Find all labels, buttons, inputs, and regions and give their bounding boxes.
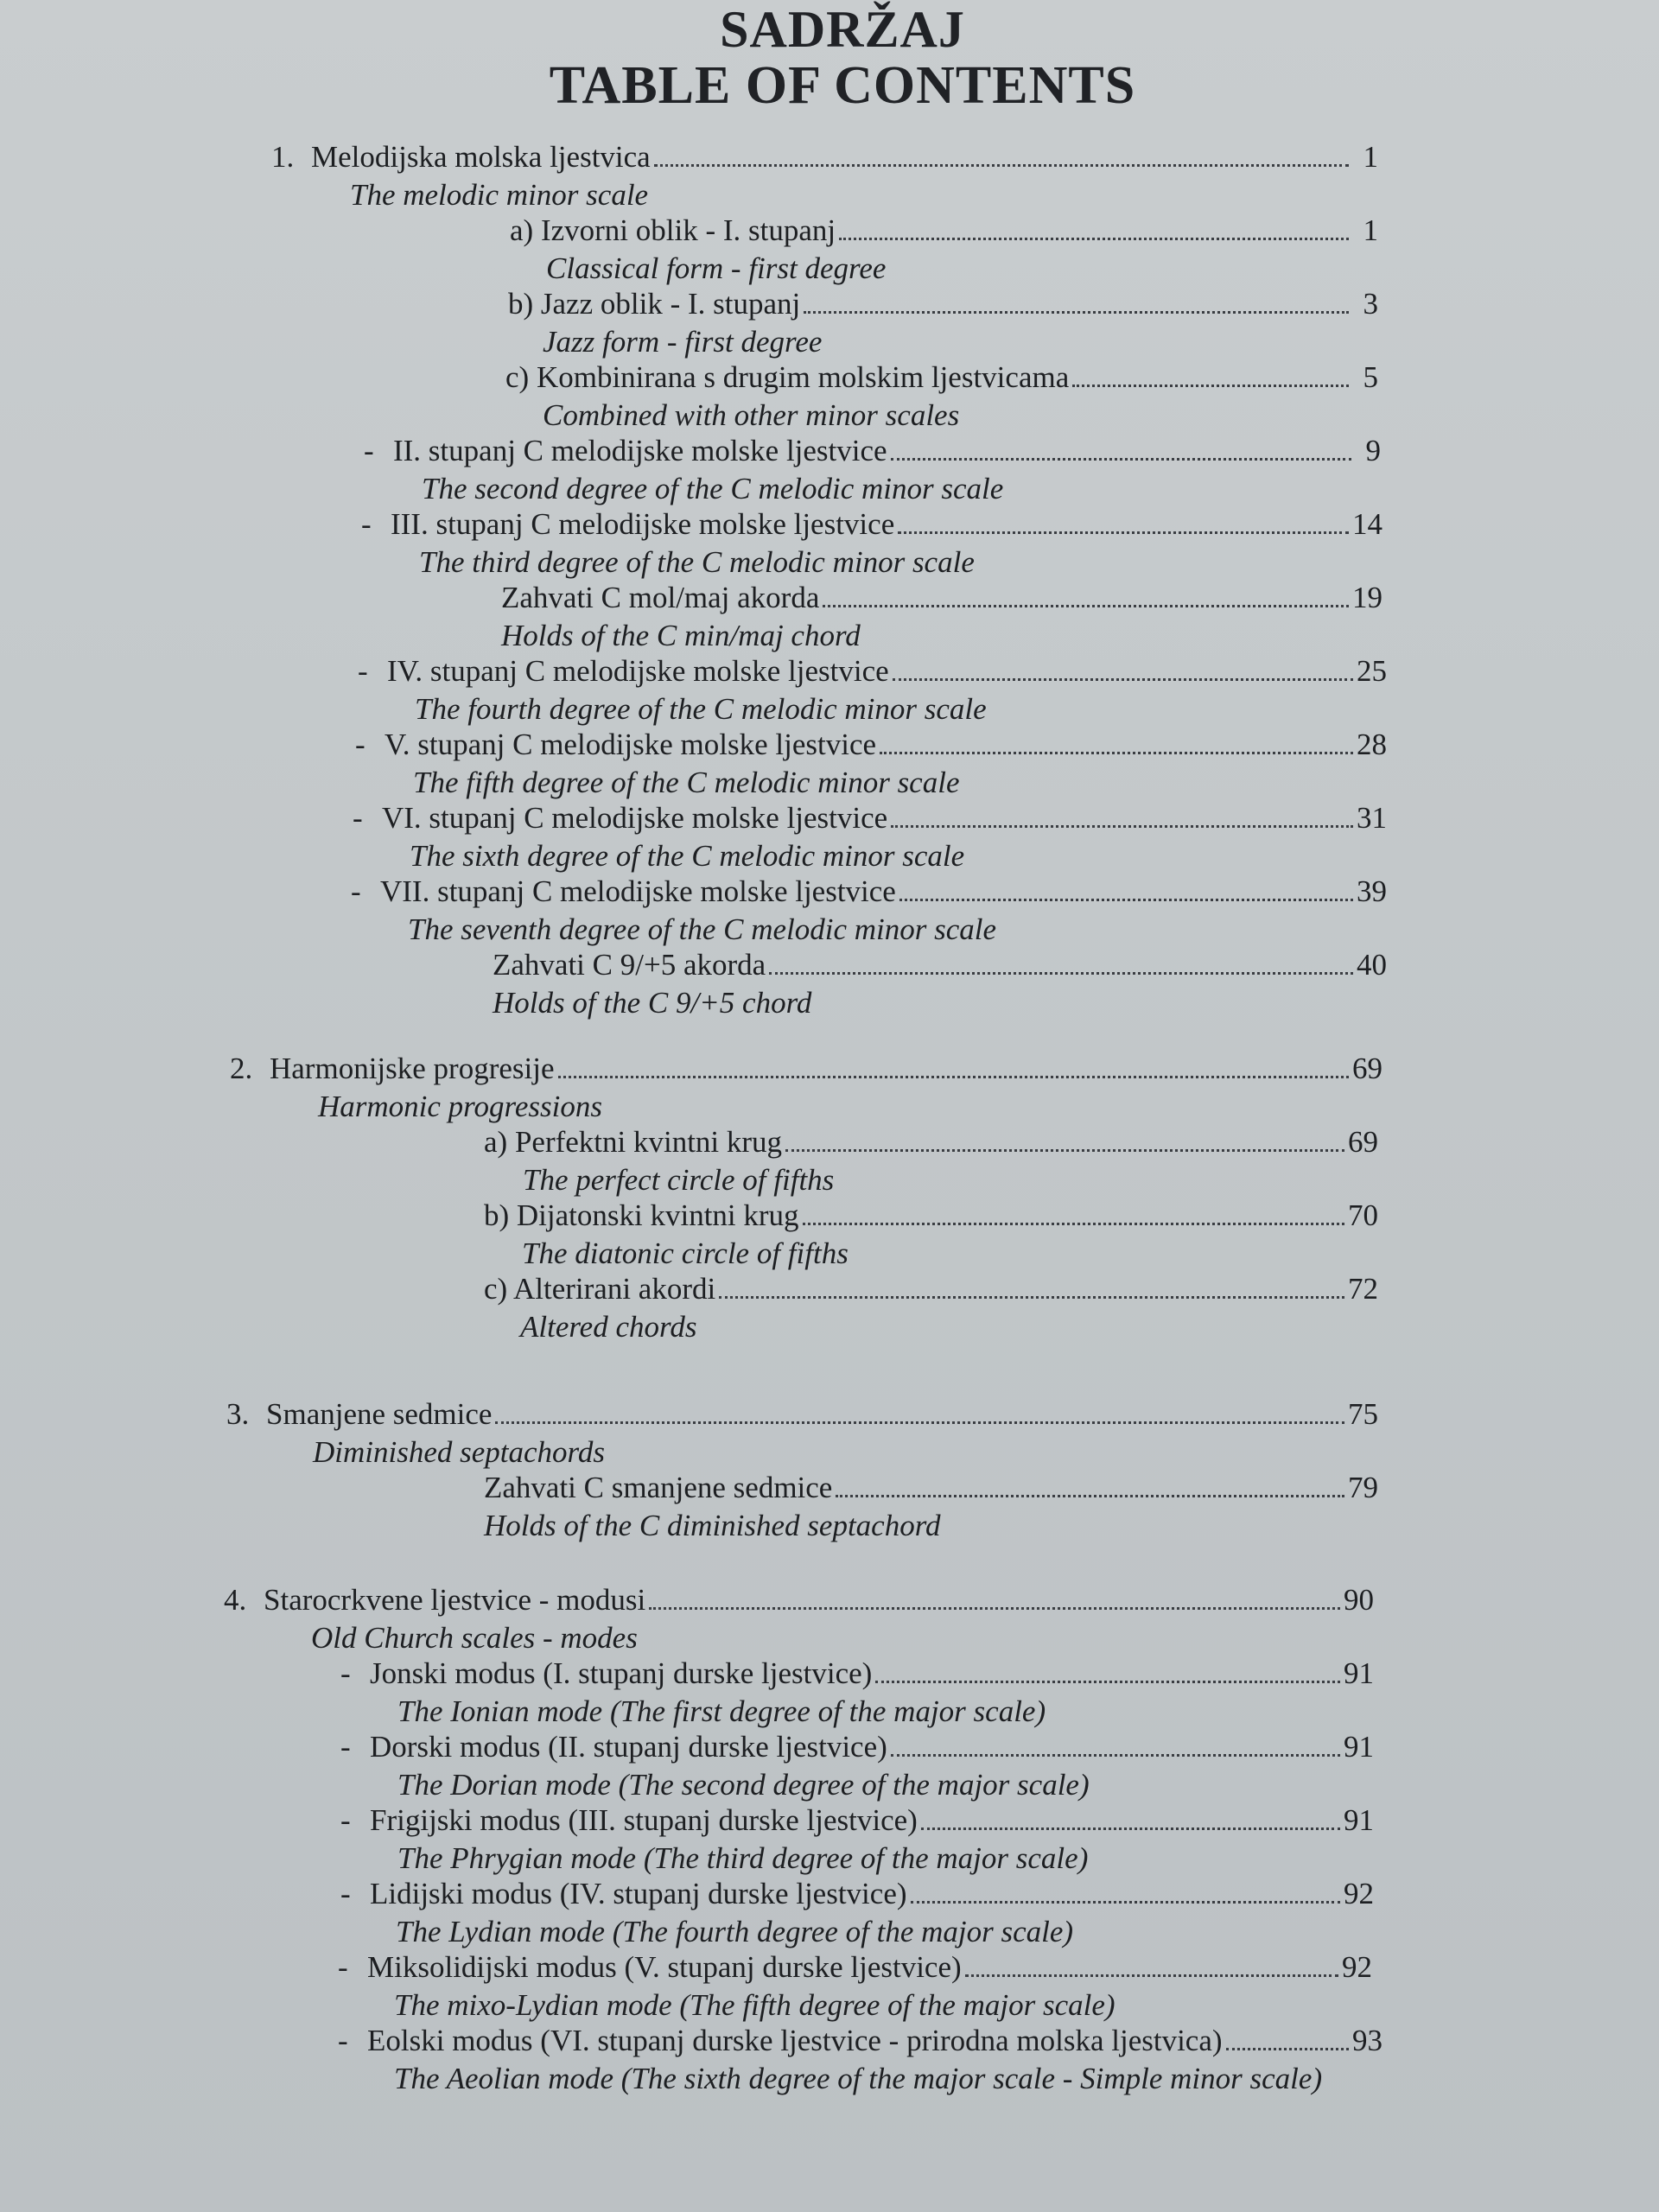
entry-title-en: Altered chords (520, 1310, 697, 1344)
toc-entry-line (358, 652, 1387, 690)
entry-page-number: 19 (1352, 581, 1382, 614)
toc-entry-line (484, 1270, 1378, 1308)
entry-title-hr: b) Dijatonski kvintni krug (484, 1198, 799, 1232)
entry-title-hr: VII. stupanj C melodijske molske ljestvice (380, 874, 896, 908)
toc-entry-line (355, 726, 1387, 764)
entry-title-hr: Eolski modus (VI. stupanj durske ljestvice - prirodna molska ljestvica) (367, 2024, 1223, 2057)
entry-title-en: The fifth degree of the C melodic minor scale (413, 766, 960, 799)
entry-page-number: 69 (1352, 1052, 1382, 1085)
dot-leader (891, 825, 1353, 828)
entry-page-number: 91 (1344, 1803, 1374, 1837)
page-heading (0, 0, 1659, 114)
entry-title-hr: a) Izvorni oblik - I. stupanj (510, 213, 836, 247)
toc-entry-line (340, 1728, 1374, 1766)
entry-page-number: 90 (1344, 1583, 1374, 1617)
entry-page-number: 5 (1363, 360, 1378, 394)
entry-dash: - (340, 1656, 351, 1690)
entry-dash: - (361, 507, 372, 541)
entry-title-en: The seventh degree of the C melodic minor scale (408, 912, 997, 946)
heading-title-en: TABLE OF CONTENTS (549, 56, 1136, 115)
toc-entry-line (338, 1948, 1372, 1986)
entry-page-number: 92 (1344, 1877, 1374, 1910)
toc-entry-line (510, 212, 1378, 250)
entry-page-number: 3 (1363, 287, 1378, 321)
toc-entry-line (353, 799, 1387, 837)
entry-page-number: 93 (1352, 2024, 1382, 2057)
dot-leader (880, 752, 1353, 754)
toc-entry-line (340, 1875, 1374, 1913)
entry-page-number: 75 (1348, 1397, 1378, 1431)
entry-dash: - (355, 728, 365, 761)
dot-leader (891, 1754, 1340, 1757)
dot-leader (891, 458, 1351, 461)
entry-title-en: The diatonic circle of fifths (522, 1236, 849, 1270)
dot-leader (965, 1974, 1338, 1977)
toc-entry-line (484, 1197, 1378, 1235)
entry-dash: - (338, 1950, 348, 1984)
entry-title-hr: Starocrkvene ljestvice - modusi (264, 1583, 646, 1617)
entry-dash: - (353, 801, 363, 835)
dot-leader (803, 1223, 1344, 1225)
entry-title-hr: II. stupanj C melodijske molske ljestvice (393, 434, 887, 467)
dot-leader (804, 311, 1349, 314)
entry-title-hr: Dorski modus (II. stupanj durske ljestvice) (370, 1730, 887, 1764)
entry-title-en: Combined with other minor scales (543, 398, 960, 432)
entry-title-hr: c) Kombinirana s drugim molskim ljestvicama (505, 360, 1070, 394)
entry-page-number: 70 (1348, 1198, 1378, 1232)
entry-title-en: The Lydian mode (The fourth degree of the major scale) (396, 1915, 1074, 1948)
entry-page-number: 1 (1363, 213, 1378, 247)
entry-dash: - (351, 874, 361, 908)
toc-entry-line (224, 1581, 1374, 1619)
entry-title-en: The Aeolian mode (The sixth degree of the major scale - Simple minor scale) (394, 2062, 1323, 2095)
toc-entry-line (271, 138, 1378, 176)
section-number: 3. (226, 1397, 250, 1431)
dot-leader (1226, 2048, 1349, 2050)
entry-title-hr: b) Jazz oblik - I. stupanj (508, 287, 801, 321)
dot-leader (911, 1901, 1340, 1904)
entry-title-hr: Zahvati C smanjene sedmice (484, 1471, 833, 1504)
entry-title-en: Holds of the C 9/+5 chord (493, 986, 812, 1020)
toc-entry-line (338, 2022, 1382, 2060)
entry-dash: - (364, 434, 374, 467)
entry-title-en: Old Church scales - modes (311, 1621, 638, 1655)
entry-title-hr: VI. stupanj C melodijske molske ljestvice (382, 801, 888, 835)
entry-page-number: 39 (1357, 874, 1387, 908)
entry-title-hr: Zahvati C 9/+5 akorda (493, 948, 766, 982)
entry-title-hr: Lidijski modus (IV. stupanj durske ljestvice) (370, 1877, 907, 1910)
dot-leader (893, 678, 1353, 681)
entry-title-en: Harmonic progressions (318, 1090, 602, 1123)
toc-entry-line (364, 432, 1381, 470)
toc-entry-line (361, 505, 1382, 543)
entry-title-en: Holds of the C min/maj chord (501, 619, 861, 652)
entry-page-number: 79 (1348, 1471, 1378, 1504)
entry-dash: - (340, 1803, 351, 1837)
entry-title-en: The mixo-Lydian mode (The fifth degree of the major scale) (394, 1988, 1116, 2022)
dot-leader (1072, 385, 1349, 387)
entry-page-number: 92 (1342, 1950, 1372, 1984)
section-number: 4. (224, 1583, 247, 1617)
entry-title-en: The melodic minor scale (350, 178, 649, 212)
entry-title-hr: Miksolidijski modus (V. stupanj durske ljestvice) (367, 1950, 962, 1984)
dot-leader (898, 531, 1349, 534)
section-number: 1. (271, 140, 295, 174)
dot-leader (649, 1607, 1340, 1610)
dot-leader (785, 1149, 1344, 1152)
entry-page-number: 28 (1357, 728, 1387, 761)
entry-title-hr: c) Alterirani akordi (484, 1272, 716, 1306)
dot-leader (836, 1495, 1344, 1497)
heading-title-hr: SADRŽAJ (720, 1, 965, 58)
entry-title-hr: IV. stupanj C melodijske molske ljestvice (387, 654, 889, 688)
toc-entry-line (493, 946, 1387, 984)
dot-leader (558, 1076, 1350, 1078)
entry-page-number: 91 (1344, 1730, 1374, 1764)
entry-title-hr: III. stupanj C melodijske molske ljestvice (391, 507, 895, 541)
entry-page-number: 40 (1357, 948, 1387, 982)
entry-page-number: 69 (1348, 1125, 1378, 1159)
entry-page-number: 91 (1344, 1656, 1374, 1690)
entry-title-en: Jazz form - first degree (543, 325, 823, 359)
dot-leader (654, 164, 1349, 167)
dot-leader (899, 899, 1353, 901)
entry-title-hr: Frigijski modus (III. stupanj durske ljestvice) (370, 1803, 918, 1837)
entry-dash: - (338, 2024, 348, 2057)
toc-entry-line (505, 359, 1378, 397)
toc-entry-line (508, 285, 1378, 323)
entry-page-number: 72 (1348, 1272, 1378, 1306)
entry-title-en: The second degree of the C melodic minor scale (422, 472, 1004, 505)
entry-page-number: 31 (1357, 801, 1387, 835)
entry-title-hr: Zahvati C mol/maj akorda (501, 581, 820, 614)
toc-entry-line (484, 1469, 1378, 1507)
toc-entry-line (340, 1655, 1374, 1693)
entry-dash: - (340, 1730, 351, 1764)
entry-title-hr: V. stupanj C melodijske molske ljestvice (385, 728, 877, 761)
entry-title-en: Diminished septachords (313, 1435, 605, 1469)
dot-leader (921, 1827, 1340, 1830)
entry-title-en: The Phrygian mode (The third degree of the major scale) (397, 1841, 1089, 1875)
toc-entry-line (340, 1802, 1374, 1840)
toc-entry-line (226, 1395, 1378, 1433)
dot-leader (839, 238, 1349, 240)
toc-entry-line (484, 1123, 1378, 1161)
entry-title-en: The third degree of the C melodic minor scale (419, 545, 975, 579)
entry-dash: - (358, 654, 368, 688)
entry-dash: - (340, 1877, 351, 1910)
entry-title-en: The Dorian mode (The second degree of the major scale) (397, 1768, 1090, 1802)
entry-title-en: The Ionian mode (The first degree of the major scale) (397, 1694, 1046, 1728)
entry-page-number: 25 (1357, 654, 1387, 688)
entry-title-en: The sixth degree of the C melodic minor scale (410, 839, 965, 873)
dot-leader (719, 1296, 1344, 1299)
entry-title-hr: Harmonijske progresije (270, 1052, 555, 1085)
dot-leader (823, 605, 1349, 607)
entry-title-en: The fourth degree of the C melodic minor scale (415, 692, 987, 726)
dot-leader (875, 1681, 1340, 1683)
entry-page-number: 9 (1365, 434, 1381, 467)
entry-title-hr: Smanjene sedmice (266, 1397, 493, 1431)
dot-leader (769, 972, 1353, 975)
dot-leader (495, 1421, 1344, 1424)
entry-title-hr: Jonski modus (I. stupanj durske ljestvice) (370, 1656, 873, 1690)
entry-title-en: Classical form - first degree (546, 251, 887, 285)
entry-title-en: The perfect circle of fifths (523, 1163, 835, 1197)
entry-page-number: 14 (1352, 507, 1382, 541)
toc-entry-line (501, 579, 1382, 617)
entry-title-hr: a) Perfektni kvintni krug (484, 1125, 783, 1159)
entry-title-en: Holds of the C diminished septachord (484, 1509, 941, 1542)
toc-entry-line (351, 873, 1387, 911)
entry-page-number: 1 (1363, 140, 1378, 174)
entry-title-hr: Melodijska molska ljestvica (311, 140, 651, 174)
toc-entry-line (230, 1050, 1382, 1088)
section-number: 2. (230, 1052, 253, 1085)
